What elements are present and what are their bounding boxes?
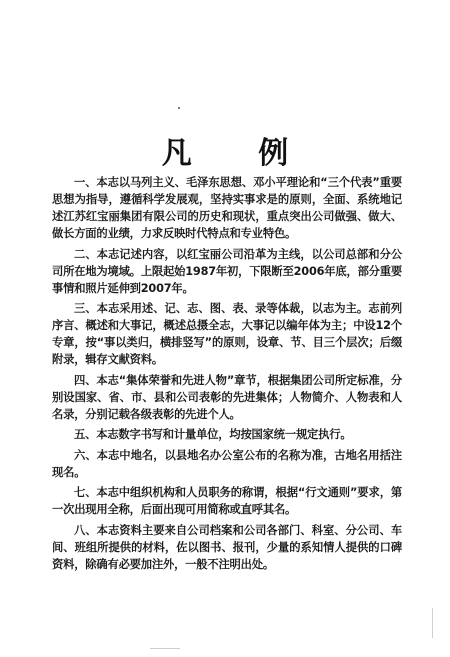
scan-mark-right [432,608,433,638]
paragraph-3: 三、本志采用述、记、志、图、表、录等体裁，以志为主。志前列序言、概述和大事记，概述总摄全志，大事记以编年体为主；中设12个专章，按“事以类归，横排竖写”的原则，设章、节、目三个层次；后缀附录，辑存文献资料。 [52,302,402,366]
paragraph-7: 七、本志中组织机构和人员职务的称谓，根据“行文通则”要求，第一次出现用全称，后面出现可用简称或直呼其名。 [52,486,402,516]
scan-mark-bottom [150,648,180,649]
paragraph-5: 五、本志数字书写和计量单位，均按国家统一规定执行。 [74,428,352,441]
paragraph-4: 四、本志“集体荣誉和先进人物”章节，根据集团公司所定标准，分别设国家、省、市、县和公司表彰的先进集体；人物简介、人物表和人名录，分别记载各级表彰的先进个人。 [52,373,402,421]
paragraph-8: 八、本志资料主要来自公司档案和公司各部门、科室、分公司、车间、班组所提供的材料，佐以图书、报刊，少量的系知情人提供的口碑资料，除确有必要加注外，一般不注明出处。 [52,523,402,571]
document-body [52,174,402,576]
paragraph-2: 二、本志记述内容，以红宝丽公司沿革为主线，以公司总部和分公司所在地为境域。上限起始1987年初，下限断至2006年底，部分重要事情和照片延伸到2007年。 [52,247,402,295]
paragraph-1: 一、本志以马列主义、毛泽东思想、邓小平理论和“三个代表”重要思想为指导，遵循科学发展观，坚持实事求是的原则，全面、系统地记述江苏红宝丽集团有限公司的历史和现状，重点突出公司做强、做大、做长方面的业绩，力求反映时代特点和专业特色。 [52,176,402,240]
paragraph-6: 六、本志中地名，以县地名办公室公布的名称为准，古地名用括注现名。 [52,448,402,479]
page-title: 凡 例 [161,136,317,171]
print-speck [178,107,180,109]
